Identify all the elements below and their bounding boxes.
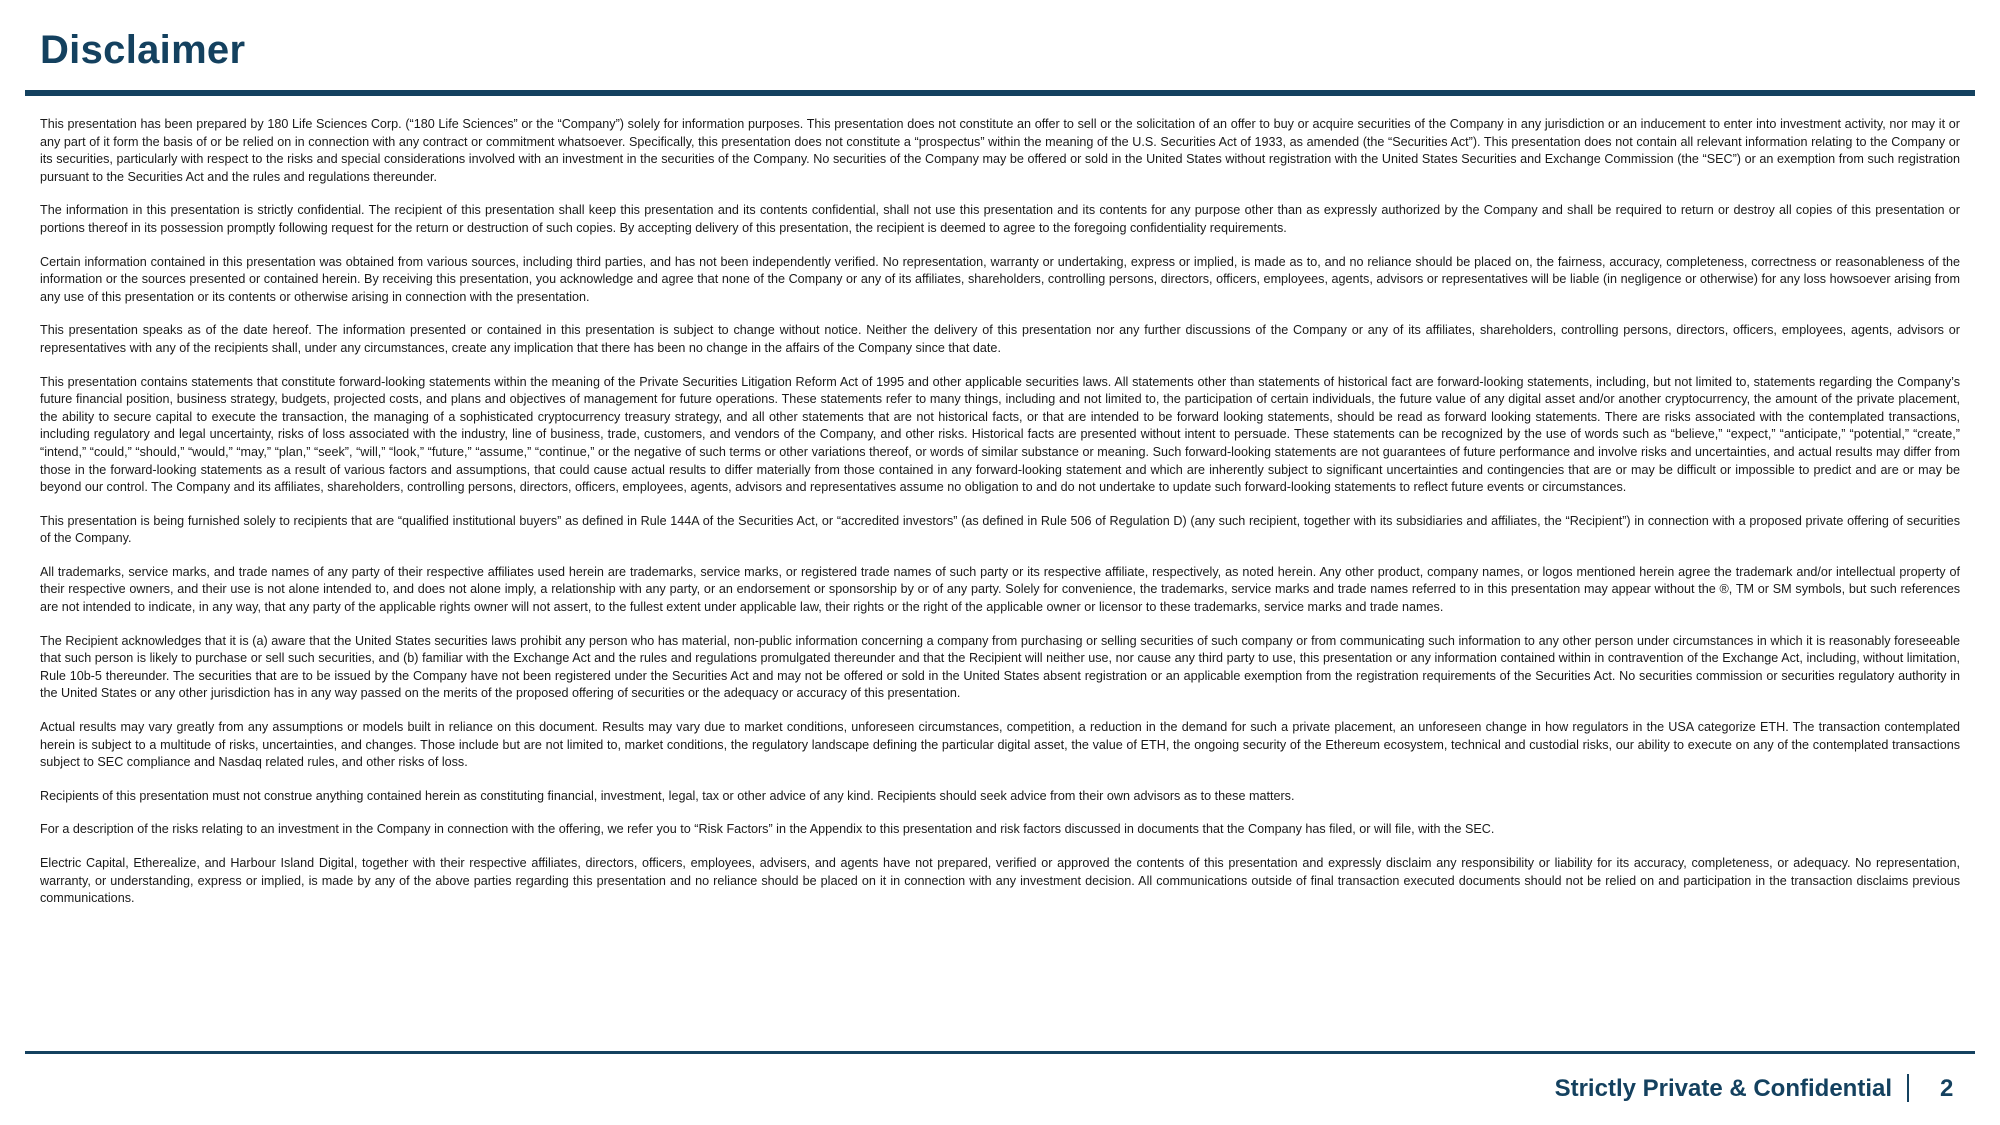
disclaimer-paragraph: Certain information contained in this presentation was obtained from various sources, including third parties, and has not been independently verified. No representation, warranty or undertaking, express or implied, is made as to, and no reliance should be placed on, the fairness, accuracy, completeness, correctness or reasonableness of the information or the sources presented or contained herein. By receiving this presentation, you acknowledge and agree that none of the Company or any of its affiliates, shareholders, controlling persons, directors, officers, employees, agents, advisors or representatives will be liable (in negligence or otherwise) for any loss howsoever arising from any use of this presentation or its contents or otherwise arising in connection with the presentation. bbox=[40, 254, 1960, 304]
disclaimer-paragraph: This presentation is being furnished solely to recipients that are “qualified institutional buyers” as defined in Rule 144A of the Securities Act, or “accredited investors” (as defined in Rule 506 of Regulation D) (any such recipient, together with its subsidiaries and affiliates, the “Recipient”) in connection with a proposed private offering of securities of the Company. bbox=[40, 513, 1960, 546]
page-number: 2 bbox=[1940, 1075, 1954, 1102]
confidentiality-label: Strictly Private & Confidential bbox=[1554, 1075, 1892, 1102]
disclaimer-paragraph: This presentation contains statements that constitute forward-looking statements within the meaning of the Private Securities Litigation Reform Act of 1995 and other applicable securities laws. All statements other than statements of historical fact are forward-looking statements, including, but not limited to, statements regarding the Company’s future financial position, business strategy, budgets, projected costs, and plans and objectives of management for future operations. These statements refer to many things, including and not limited to, the participation of certain individuals, the future value of any digital asset and/or another cryptocurrency, the amount of the private placement, the ability to secure capital to execute the transaction, the managing of a sophisticated cryptocurrency treasury strategy, and all other statements that are not historical facts, or that are intended to be forward looking statements, should be read as forward looking statements. There are risks associated with the contemplated transactions, including regulatory and legal uncertainty, risks of loss associated with the industry, line of business, trade, customers, and vendors of the Company, and other risks. Historical facts are presented without intent to persuade. These statements can be recognized by the use of words such as “believe,” “expect,” “anticipate,” “potential,” “create,” “intend,” “could,” “should,” “would,” “may,” “plan,” “seek”, “will,” “look,” “future,” “assume,” “continue,” or the negative of such terms or other variations thereof, or words of similar substance or meaning. Such forward-looking statements are not guarantees of future performance and involve risks and uncertainties, and actual results may differ from those in the forward-looking statements as a result of various factors and assumptions, that could cause actual results to differ materially from those contained in any forward-looking statement and which are inherently subject to significant uncertainties and contingencies that are or may be difficult or impossible to predict and are or may be beyond our control. The Company and its affiliates, shareholders, controlling persons, directors, officers, employees, agents, advisors and representatives assume no obligation to and do not undertake to update such forward-looking statements to reflect future events or circumstances. bbox=[40, 374, 1960, 495]
disclaimer-body bbox=[40, 116, 1960, 924]
disclaimer-paragraph: This presentation speaks as of the date hereof. The information presented or contained in this presentation is subject to change without notice. Neither the delivery of this presentation nor any further discussions of the Company or any of its affiliates, shareholders, controlling persons, directors, officers, employees, agents, advisors or representatives with any of the recipients shall, under any circumstances, create any implication that there has been no change in the affairs of the Company since that date. bbox=[40, 323, 1960, 355]
disclaimer-paragraph: For a description of the risks relating to an investment in the Company in connection with the offering, we refer you to “Risk Factors” in the Appendix to this presentation and risk factors discussed in documents that the Company has filed, or will file, with the SEC. bbox=[40, 822, 1495, 837]
disclaimer-paragraph: The Recipient acknowledges that it is (a) aware that the United States securities laws prohibit any person who has material, non-public information concerning a company from purchasing or selling securities of such company or from communicating such information to any other person under circumstances in which it is reasonably foreseeable that such person is likely to purchase or sell such securities, and (b) familiar with the Exchange Act and the rules and regulations promulgated thereunder and that the Recipient will neither use, nor cause any third party to use, this presentation or any information contained within in contravention of the Exchange Act, including, without limitation, Rule 10b-5 thereunder. The securities that are to be issued by the Company have not been registered under the Securities Act and may not be offered or sold in the United States absent registration or an applicable exemption from the registration requirements of the Securities Act. No securities commission or securities regulatory authority in the United States or any other jurisdiction has in any way passed on the merits of the proposed offering of securities or the adequacy or accuracy of this presentation. bbox=[40, 633, 1960, 701]
disclaimer-paragraph: Recipients of this presentation must not construe anything contained herein as constituting financial, investment, legal, tax or other advice of any kind. Recipients should seek advice from their own advisors as to these matters. bbox=[40, 788, 1295, 803]
title-divider bbox=[25, 90, 1975, 96]
slide-title: Disclaimer bbox=[40, 28, 246, 72]
disclaimer-paragraph: The information in this presentation is strictly confidential. The recipient of this presentation shall keep this presentation and its contents confidential, shall not use this presentation and its contents for any purpose other than as expressly authorized by the Company and shall be required to return or destroy all copies of this presentation or portions thereof in its possession promptly following request for the return or destruction of such copies. By accepting delivery of this presentation, the recipient is deemed to agree to the foregoing confidentiality requirements. bbox=[40, 203, 1960, 235]
footer-separator bbox=[1907, 1074, 1909, 1102]
disclaimer-paragraph: Electric Capital, Etherealize, and Harbour Island Digital, together with their respective affiliates, directors, officers, employees, advisers, and agents have not prepared, verified or approved the contents of this presentation and expressly disclaim any responsibility or liability for its accuracy, completeness, or adequacy. No representation, warranty, or understanding, express or implied, is made by any of the above parties regarding this presentation and no reliance should be placed on it in connection with any investment decision. All communications outside of final transaction executed documents should not be relied on and participation in the transaction disclaims previous communications. bbox=[40, 856, 1960, 906]
disclaimer-paragraph: All trademarks, service marks, and trade names of any party of their respective affiliates used herein are trademarks, service marks, or registered trade names of such party or its respective affiliate, respectively, as noted herein. Any other product, company names, or logos mentioned herein agree the trademark and/or intellectual property of their respective owners, and their use is not alone intended to, and does not alone imply, a relationship with any party, or an endorsement or sponsorship by or of any party. Solely for convenience, the trademarks, service marks and trade names referred to in this presentation may appear without the ®, TM or SM symbols, but such references are not intended to indicate, in any way, that any party of the applicable rights owner will not assert, to the fullest extent under applicable law, their rights or the right of the applicable owner or licensor to these trademarks, service marks and trade names. bbox=[40, 564, 1960, 615]
footer-divider bbox=[25, 1051, 1975, 1054]
disclaimer-paragraph: This presentation has been prepared by 180 Life Sciences Corp. (“180 Life Sciences” or the “Company”) solely for information purposes. This presentation does not constitute an offer to sell or the solicitation of an offer to buy or acquire securities of the Company in any jurisdiction or an inducement to enter into investment activity, nor may it or any part of it form the basis of or be relied on in connection with any contract or commitment whatsoever. Specifically, this presentation does not constitute a “prospectus” within the meaning of the U.S. Securities Act of 1933, as amended (the “Securities Act”). This presentation does not contain all relevant information relating to the Company or its securities, particularly with respect to the risks and special considerations involved with an investment in the securities of the Company. No securities of the Company may be offered or sold in the United States without registration with the United States Securities and Exchange Commission (the “SEC”) or an exemption from such registration pursuant to the Securities Act and the rules and regulations thereunder. bbox=[40, 117, 1960, 184]
disclaimer-paragraph: Actual results may vary greatly from any assumptions or models built in reliance on this document. Results may vary due to market conditions, unforeseen circumstances, competition, a reduction in the demand for such a private placement, an unforeseen change in how regulators in the USA categorize ETH. The transaction contemplated herein is subject to a multitude of risks, uncertainties, and changes. Those include but are not limited to, market conditions, the regulatory landscape defining the particular digital asset, the value of ETH, the ongoing security of the Ethereum ecosystem, technical and custodial risks, our ability to execute on any of the contemplated transactions subject to SEC compliance and Nasdaq related rules, and other risks of loss. bbox=[40, 720, 1960, 770]
